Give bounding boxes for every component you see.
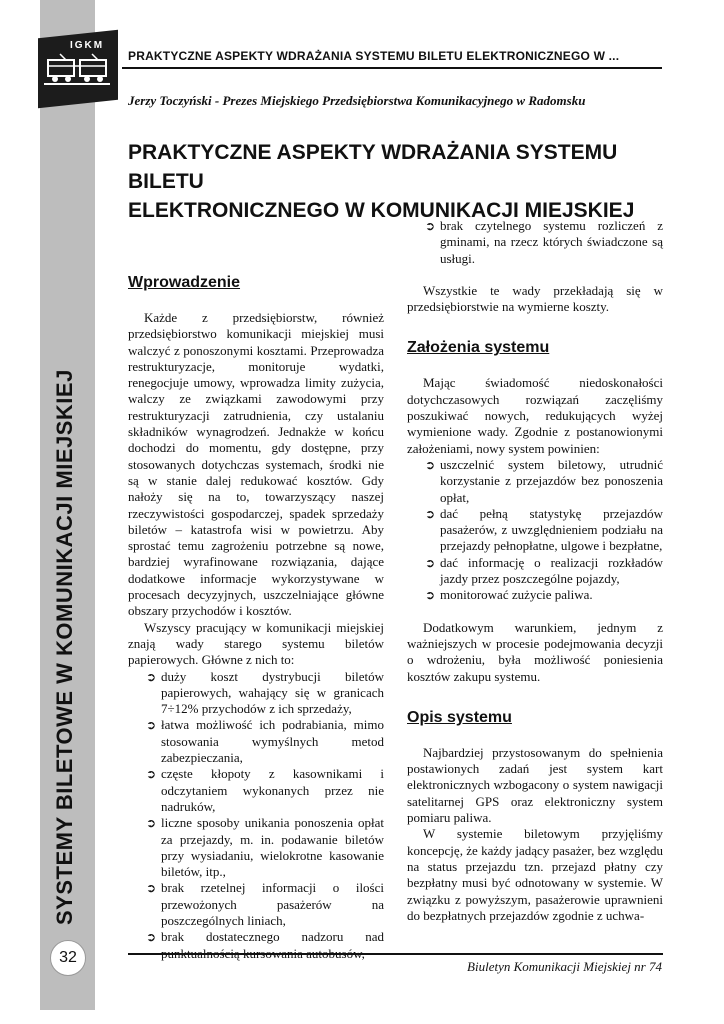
list-item: ➲ duży koszt dystrybucji biletów papierowych, wahający się w granicach 7÷12% przychodów z ich sprzedaży,	[146, 669, 384, 718]
title-line-2: ELEKTRONICZNEGO W KOMUNIKACJI MIEJSKIEJ	[128, 199, 635, 222]
assumptions-paragraph-1: Mając świadomość niedoskonałości dotychczasowych rozwiązań zaczęliśmy poszukiwać nowych, redukujących wyżej wymienione wady. Zgodnie z postanowionymi założeniami, nowy system powinien:	[407, 375, 663, 456]
description-paragraph-2: W systemie biletowym przyjęliśmy koncepcję, że każdy jadący pasażer, bez względu na status przejazdu tzn. przejazd płatny czy bezpłatny musi być odnotowany w systemie. W związku z powyższym, pasażerowie uprawnieni do bezpłatnych przejazdów zgodnie z uchwa-	[407, 826, 663, 923]
list-item: ➲ dać informację o realizacji rozkładów jazdy przez poszczególne pojazdy,	[425, 555, 663, 588]
intro-paragraph-2: Wszyscy pracujący w komunikacji miejskiej znają wady starego systemu biletów papierowych. Główne z nich to:	[128, 619, 384, 668]
assumptions-heading: Założenia systemu	[407, 339, 550, 357]
footer-publication: Biuletyn Komunikacji Miejskiej nr 74	[467, 959, 662, 974]
footer-rule	[128, 953, 663, 955]
running-header: PRAKTYCZNE ASPEKTY WDRAŻANIA SYSTEMU BILETU ELEKTRONICZNEGO W ...	[128, 49, 620, 63]
article-title	[128, 138, 668, 225]
assumptions-paragraph-2: Dodatkowym warunkiem, jednym z ważniejszych w procesie podejmowania decyzji o wdrożeniu, była możliwość poniesienia kosztów zakupu systemu.	[407, 619, 663, 684]
tram-icon	[44, 52, 112, 92]
intro-paragraph-1: Każde z przedsiębiorstw, również przedsiębiorstwo komunikacji miejskiej musi walczyć z ponoszonymi kosztami. Przeprowadza restrukturyzacje, monitoruje wydatki, renegocjuje umowy, wprowadza limity zużycia, walczy ze związkami zawodowymi przy restrukturyzacji zatrudnienia, czy ustalaniu składników wynagrodzeń. Jednakże w końcu dochodzi do momentu, gdy dostępne, przy stosowanych dotychczas systemach, środki nie są w stanie dalej redukować kosztów. Gdy nałoży się na to, towarzyszący naszej rzeczywistości gospodarczej, spadek sprzedaży biletów – katastrofa wisi w powietrzu. Aby sprostać temu zagrożeniu potrzebne są nowe, bardziej wyrafinowane rozwiązania, dające dodatkowe informacje wykorzystywane w procesach decyzyjnych, uszczelniające główne obszary przychodów i kosztów.	[128, 310, 384, 619]
list-item: ➲ częste kłopoty z kasownikami i odczytaniem wykonanych przez nie nadruków,	[146, 766, 384, 815]
list-item: ➲ dać pełną statystykę przejazdów pasażerów, z uwzględnieniem podziału na przejazdy pełnopłatne, ulgowe i bezpłatne,	[425, 506, 663, 555]
left-column	[128, 274, 384, 962]
title-line-1: PRAKTYCZNE ASPEKTY WDRAŻANIA SYSTEMU BILETU	[128, 141, 618, 193]
list-item: ➲ brak rzetelnej informacji o ilości przewożonych pasażerów na poszczególnych liniach,	[146, 880, 384, 929]
defects-list-continued	[407, 218, 663, 267]
defects-summary: Wszystkie te wady przekładają się w przedsiębiorstwie na wymierne koszty.	[407, 282, 663, 315]
list-item: ➲ uszczelnić system biletowy, utrudnić korzystanie z przejazdów bez ponoszenia opłat,	[425, 457, 663, 506]
description-heading: Opis systemu	[407, 708, 512, 726]
list-item: ➲ brak dostatecznego nadzoru nad	[146, 929, 384, 962]
sidebar-section-title: SYSTEMY BILETOWE W KOMUNIKACJI MIEJSKIEJ	[52, 369, 77, 925]
header-rule	[122, 67, 662, 69]
description-paragraph-1: Najbardziej przystosowanym do spełnienia postawionych zadań jest system kart elektronicznych wzbogacony o system nawigacji satelitarnej GPS oraz elektroniczny system pomiaru paliwa.	[407, 744, 663, 826]
defects-list	[128, 669, 384, 962]
logo-text: IGKM	[70, 40, 105, 51]
list-item: ➲ liczne sposoby unikania ponoszenia opłat za przejazdy, m. in. podawanie biletów przy wysiadaniu, wielokrotne kasowanie biletów, itp.,	[146, 815, 384, 880]
intro-heading: Wprowadzenie	[128, 274, 241, 291]
requirements-list	[407, 457, 663, 604]
list-item: ➲ brak czytelnego systemu rozliczeń z gminami, na rzecz których świadczone są usługi.	[425, 218, 663, 267]
list-item: ➲ monitorować zużycie paliwa.	[425, 587, 663, 603]
page-number: 32	[50, 940, 86, 976]
author-line: Jerzy Toczyński - Prezes Miejskiego Przedsiębiorstwa Komunikacyjnego w Radomsku	[128, 93, 586, 108]
right-column	[407, 218, 663, 924]
list-item: ➲ łatwa możliwość ich podrabiania, mimo stosowania wymyślnych metod zabezpieczania,	[146, 717, 384, 766]
